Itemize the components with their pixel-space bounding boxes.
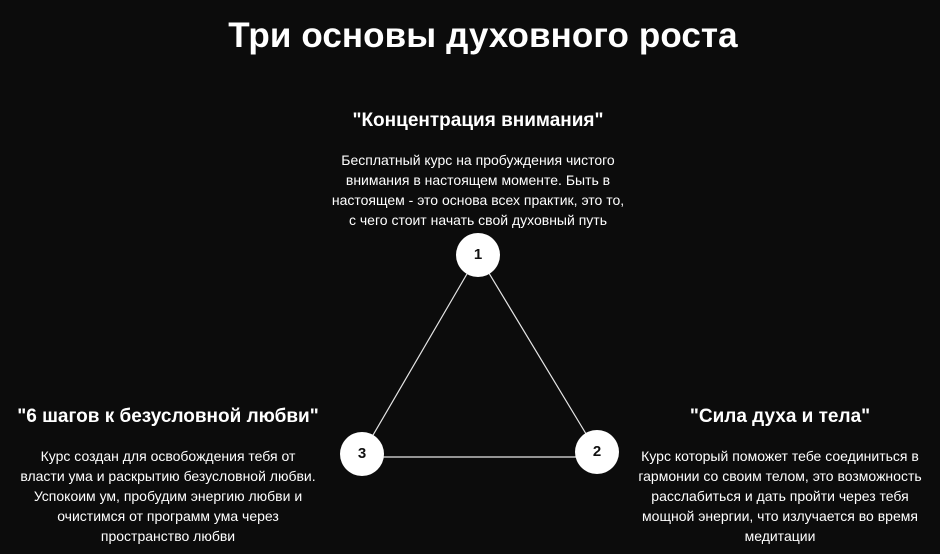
course-card-title: "6 шагов к безусловной любви"	[17, 406, 319, 427]
page-title: Три основы духовного роста	[228, 16, 738, 55]
course-card-description: Курс создан для освобождения тебя от власти ума и раскрытию безусловной любви. Успокоим ум, пробудим энергию любви и очистимся от программ ума через пространство любви	[20, 448, 316, 544]
connector-line-1-2	[478, 255, 597, 452]
course-card-description: Бесплатный курс на пробуждения чистого внимания в настоящем моменте. Быть в настоящем - это основа всех практик, это то, с чего стоит начать свой духовный путь	[331, 152, 625, 228]
step-node-2: 2	[575, 430, 619, 474]
step-node-3: 3	[340, 432, 384, 476]
course-card-spirit-body	[620, 405, 940, 546]
course-card-description: Курс который поможет тебе соединиться в гармонии со своим телом, это возможность расслабиться и дать пройти через тебя мощной энергии, что излучается во время медитации	[638, 448, 922, 544]
course-card-unconditional-love	[0, 405, 336, 546]
course-card-title: "Сила духа и тела"	[689, 406, 871, 427]
step-node-1: 1	[456, 233, 500, 277]
course-card-attention	[278, 109, 678, 230]
connector-line-3-1	[362, 255, 478, 454]
course-card-title: "Концентрация внимания"	[352, 110, 604, 131]
